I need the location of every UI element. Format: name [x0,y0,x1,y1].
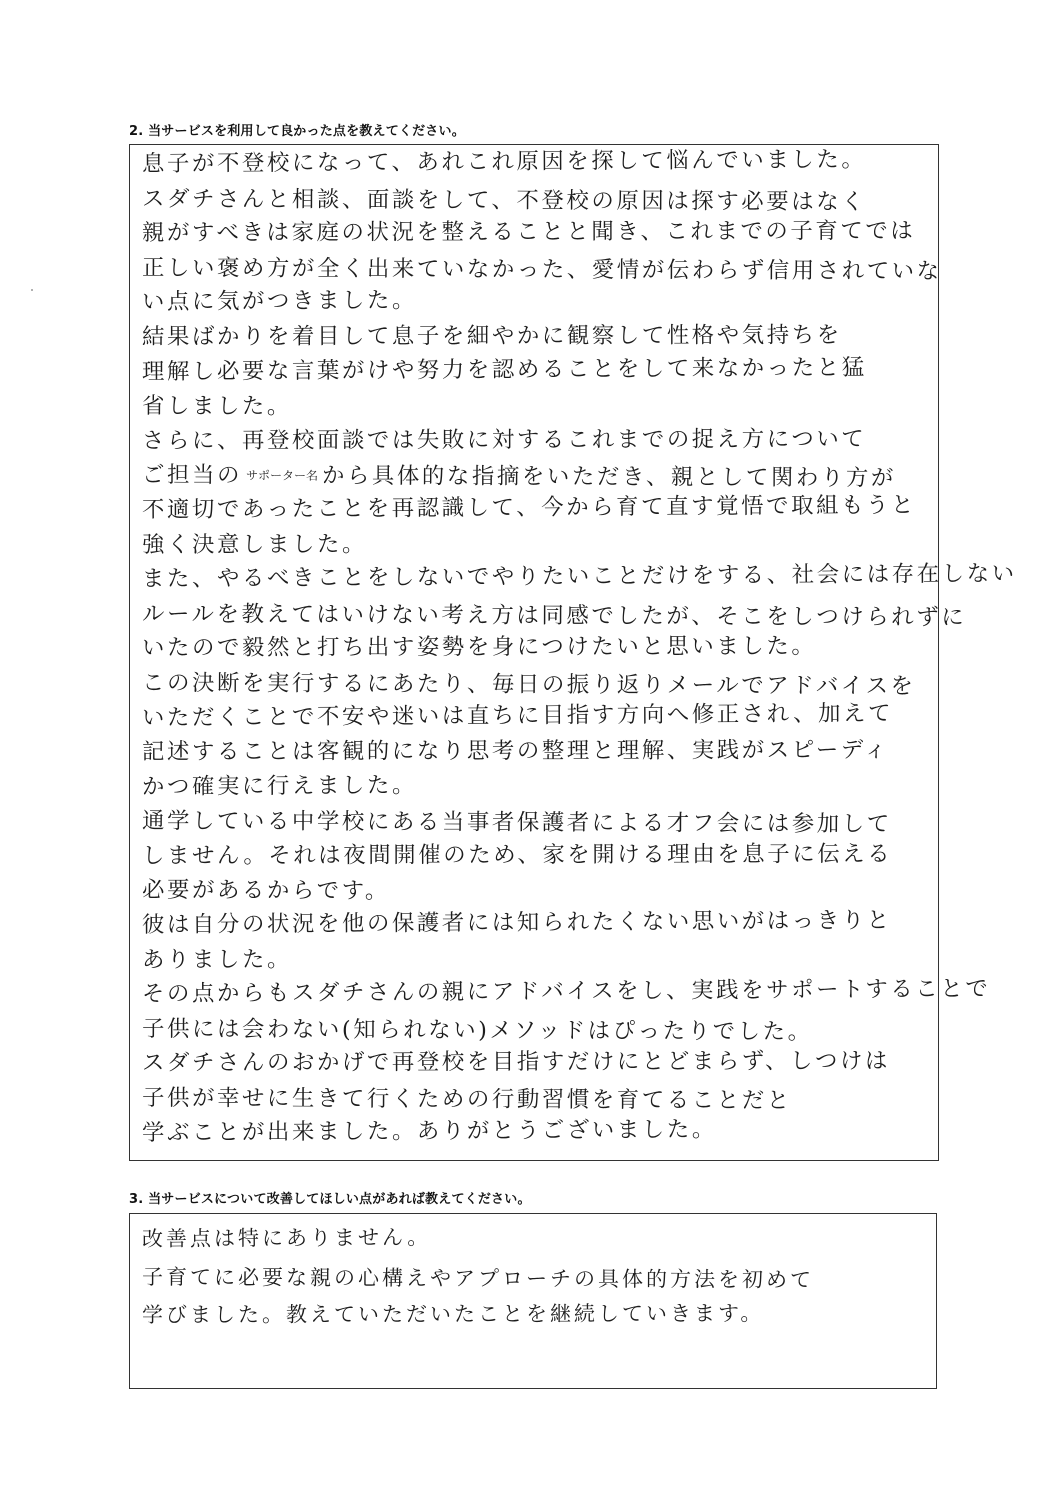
answer-line: 学びました。教えていただいたことを継続していきます。 [141,1301,765,1327]
answer-line: 正しい褒め方が全く出来ていなかった、愛情が伝わらず信用されていな [141,254,942,285]
answer-line: い点に気がつきました。 [141,287,417,316]
answer-line: 必要があるからです。 [141,877,390,905]
answer-line: 理解し必要な言葉がけや努力を認めることをして来なかったと猛 [141,354,867,385]
answer-line: また、やるべきことをしないでやりたいことだけをする、社会には存在しない [141,560,1017,593]
question-2-heading: 2. 当サービスを利用して良かった点を教えてください。 [129,124,465,139]
answer-line: 子供が幸せに生きて行くための行動習慣を育てることだと [141,1085,792,1114]
answer-line: 不適切であったことを再認識して、今から育て直す覚悟で取組もうと [141,492,917,523]
answer-box-question-3 [129,1213,937,1389]
answer-box-question-2 [129,144,1017,1161]
answer-line: いただくことで不安や迷いは直ちに目指す方向へ修正され、加えて [141,699,894,731]
answer-line: 結果ばかりを着目して息子を細やかに観察して性格や気持ちを [141,322,842,350]
scan-speck [31,289,33,291]
answer-line: 改善点は特にありません。 [141,1225,432,1251]
answer-line-part: から具体的な指摘をいただき、親として関わり方が [321,463,896,492]
answer-line: 学ぶことが出来ました。ありがとうございました。 [141,1116,717,1146]
answer-line: この決断を実行するにあたり、毎日の振り返りメールでアドバイスを [141,669,916,700]
answer-line: いたので毅然と打ち出す姿勢を身につけたいと思いました。 [141,633,817,662]
answer-line-part: ご担当の [141,462,243,489]
answer-line: さらに、再登校面談では失敗に対するこれまでの捉え方について [141,425,867,454]
supporter-name-label: サポーター名 [245,468,319,484]
answer-line: その点からもスダチさんの親にアドバイスをし、実践をサポートすることで [141,976,991,1008]
answer-line: かつ確実に行えました。 [141,772,417,800]
answer-line: 通学している中学校にある当事者保護者による才フ会には参加して [141,808,892,838]
answer-line: 彼は自分の状況を他の保護者には知られたくない思いがはっきりと [141,907,892,939]
answer-line: スダチさんのおかげで再登校を目指すだけにとどまらず、しつけは [141,1048,890,1077]
answer-line: 親がすべきは家庭の状況を整えることと聞き、これまでの子育てでは [141,218,916,247]
handwritten-answer-3 [142,1220,930,1334]
answer-line: 子育てに必要な親の心構えやアプローチの具体的方法を初めて [141,1265,815,1292]
question-3-heading: 3. 当サービスについて改善してほしい点があれば教えてください。 [129,1192,531,1207]
answer-line: 省しました。 [141,393,293,420]
answer-line: 強く決意しました。 [141,530,367,558]
handwritten-answer-2 [141,146,1017,1150]
answer-line: しません。それは夜間開催のため、家を開ける理由を息子に伝える [141,840,893,869]
answer-line: ルールを教えてはいけない考え方は同感でしたが、そこをしつけられずに [141,600,967,631]
answer-line: 記述することは客観的になり思考の整理と理解、実践がスピーディ [141,737,890,766]
answer-line: 子供には会わない(知られない)メソッドはぴったりでした。 [141,1015,813,1045]
answer-line: 息子が不登校になって、あれこれ原因を探して悩んでいました。 [141,146,867,177]
answer-line: スダチさんと相談、面談をして、不登校の原因は探す必要はなく [141,185,867,215]
answer-line: ありました。 [141,946,292,973]
